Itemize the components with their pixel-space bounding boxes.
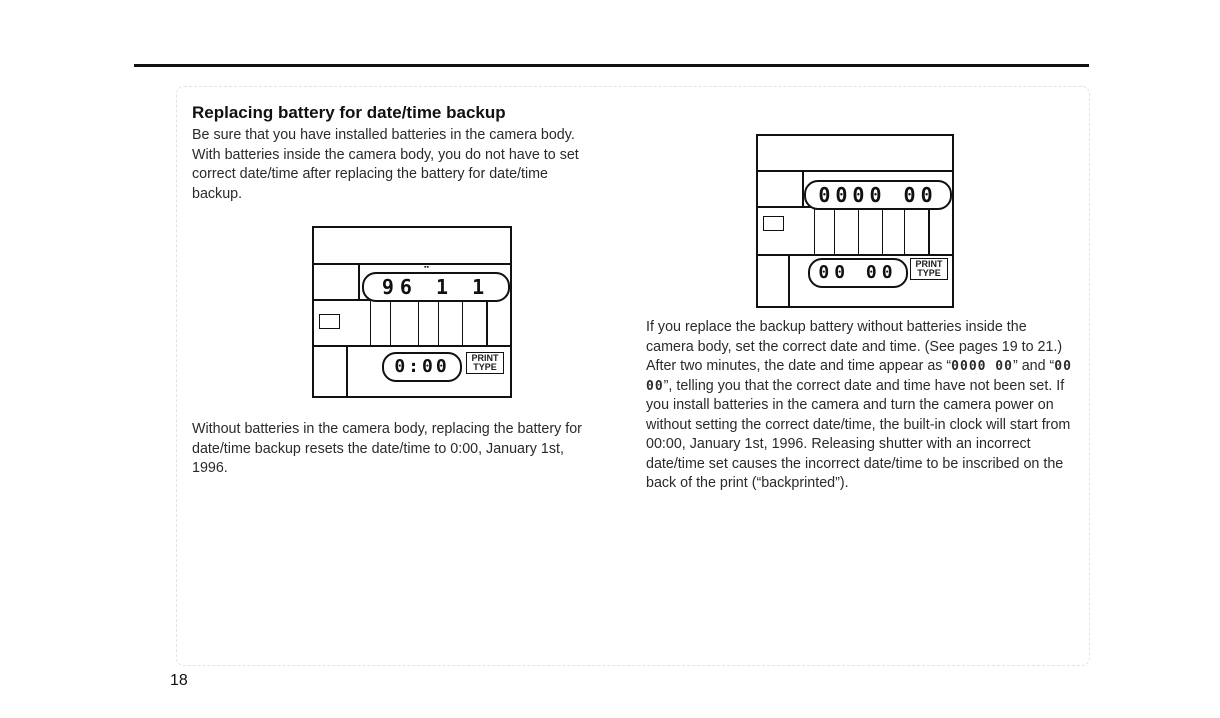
lcd-divider	[486, 299, 488, 345]
section-heading: Replacing battery for date/time backup	[192, 103, 506, 122]
lcd-segment-line	[370, 299, 371, 345]
right-paragraph	[646, 318, 1076, 494]
print-type-line2: TYPE	[917, 268, 941, 278]
segment-display-date: 0000 00	[951, 359, 1013, 374]
lcd-divider	[802, 170, 804, 206]
lcd-divider	[314, 263, 510, 265]
lcd-top-display: 0000 00	[804, 180, 952, 210]
lcd-bottom-display: 00 00	[808, 258, 908, 288]
right-text-part2: ” and “	[1012, 358, 1055, 374]
battery-indicator-icon	[763, 216, 784, 231]
battery-indicator-icon	[319, 314, 340, 329]
lcd-divider	[314, 345, 510, 347]
print-type-line1: PRINT	[471, 353, 499, 363]
lcd-divider	[788, 254, 790, 306]
lcd-segment-line	[882, 206, 883, 254]
lcd-divider	[358, 263, 360, 299]
lcd-segment-line	[438, 299, 439, 345]
lcd-segment-line	[814, 206, 815, 254]
lcd-segment-line	[390, 299, 391, 345]
lcd-segment-line	[834, 206, 835, 254]
lcd-segment-line	[462, 299, 463, 345]
lcd-segment-line	[418, 299, 419, 345]
intro-paragraph: Be sure that you have installed batteries in the camera body. With batteries inside the camera body, you do not have to set correct date/time after replacing the battery for date/time backup.	[192, 127, 579, 202]
lcd-bottom-display: 0:00	[382, 352, 462, 382]
lcd-illustration-right	[756, 134, 954, 308]
print-type-line1: PRINT	[915, 259, 943, 269]
print-type-label	[466, 352, 504, 374]
right-text-part3: ”, telling you that the correct date and time have not been set. If you install batteries in the camera and turn the camera power on without setting the correct date/time, the built-in clock will start from 00:00, January 1st, 1996. Releasing shutter with an incorrect date/time set causes the incorrect date/time to be inscribed on the back of the print (“backprinted”).	[646, 377, 1071, 491]
lcd-segment-line	[858, 206, 859, 254]
lcd-divider	[346, 345, 348, 396]
lcd-top-display: 96 1 1	[362, 272, 510, 302]
left-column	[192, 103, 602, 204]
right-text-part1: If you replace the backup battery without batteries inside the camera body, set the correct date and time. (See pages 19 to 21.) After two minutes, the date and time appear as “	[646, 319, 1063, 374]
lcd-segment-line	[904, 206, 905, 254]
segment-display-time: 00 00	[646, 359, 1072, 394]
print-type-label	[910, 258, 948, 280]
print-type-line2: TYPE	[473, 362, 497, 372]
lcd-divider	[758, 170, 952, 172]
lcd-divider	[928, 206, 930, 254]
page-number: 18	[170, 672, 188, 689]
lcd-illustration-left	[312, 226, 512, 398]
without-batteries-paragraph: Without batteries in the camera body, replacing the battery for date/time backup resets the date/time to 0:00, January 1st, 1996.	[192, 421, 582, 477]
lcd-mini-mark: ▪▪	[424, 264, 429, 271]
header-rule	[134, 64, 1089, 67]
